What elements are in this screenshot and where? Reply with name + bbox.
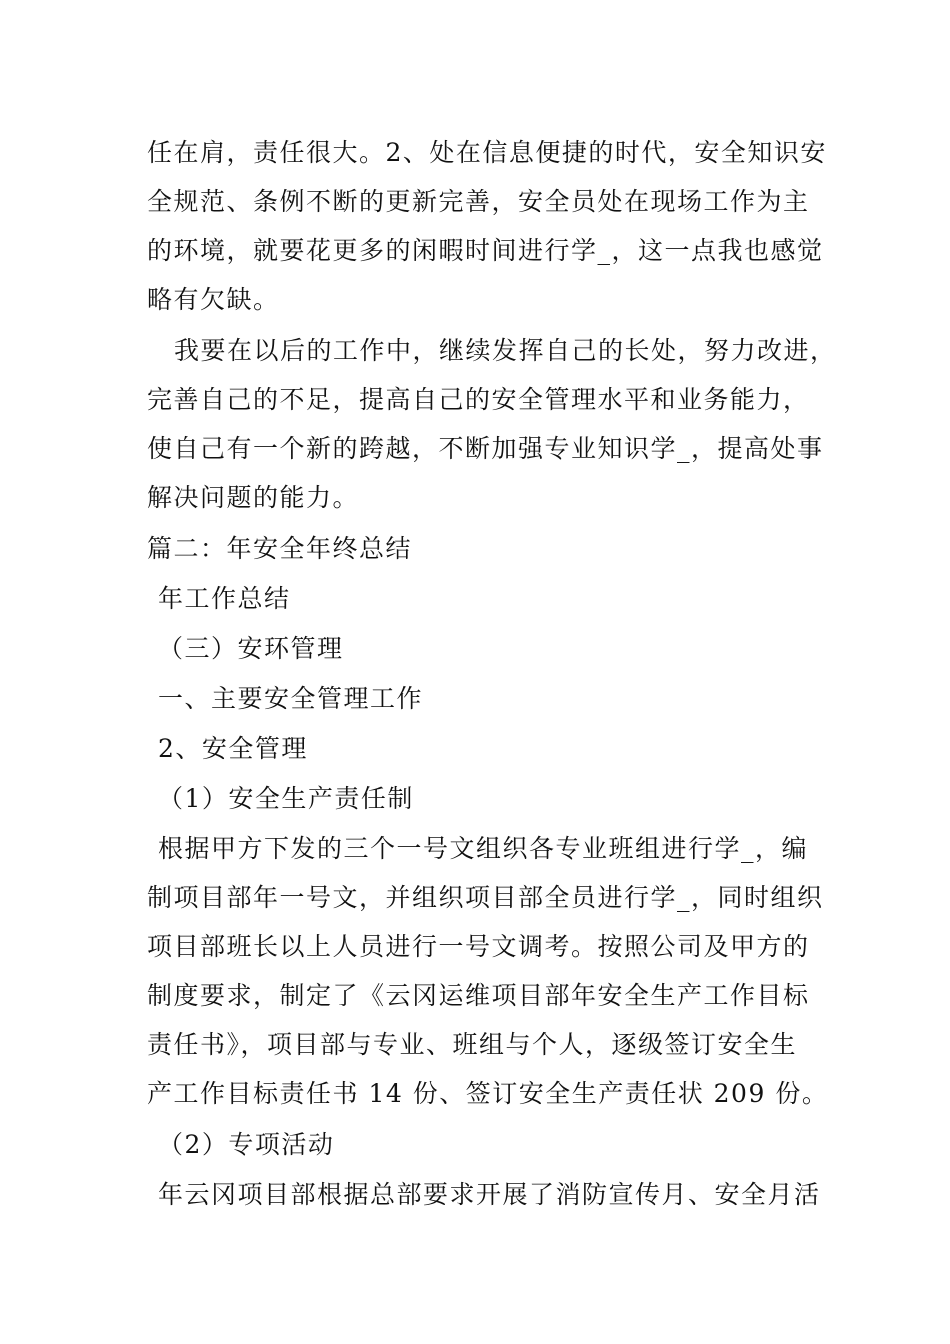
section-heading: 年工作总结 <box>158 584 291 613</box>
paragraph-line: 完善自己的不足，提高自己的安全管理水平和业务能力， <box>147 385 810 414</box>
paragraph-line: 使自己有一个新的跨越，不断加强专业知识学_，提高处事 <box>147 434 824 463</box>
section-heading: 一、主要安全管理工作 <box>158 684 424 713</box>
paragraph-line: 根据甲方下发的三个一号文组织各专业班组进行学_，编 <box>158 834 809 863</box>
section-heading: 2、安全管理 <box>158 734 308 763</box>
paragraph-line: 责任书》，项目部与专业、班组与个人，逐级签订安全生 <box>147 1030 798 1059</box>
paragraph-line: 的环境，就要花更多的闲暇时间进行学_，这一点我也感觉 <box>147 236 824 265</box>
paragraph-line: 全规范、条例不断的更新完善，安全员处在现场工作为主 <box>147 187 810 216</box>
paragraph-line: 年云冈项目部根据总部要求开展了消防宣传月、安全月活 <box>158 1180 821 1209</box>
paragraph-line: 我要在以后的工作中，继续发挥自己的长处，努力改进， <box>174 336 837 365</box>
paragraph-line: 任在肩，责任很大。2、处在信息便捷的时代，安全知识安 <box>147 138 827 167</box>
paragraph-line: 制项目部年一号文，并组织项目部全员进行学_，同时组织 <box>147 883 824 912</box>
paragraph-line: 制度要求，制定了《云冈运维项目部年安全生产工作目标 <box>147 981 810 1010</box>
paragraph-line: 产工作目标责任书 14 份、签订安全生产责任状 209 份。 <box>147 1079 829 1108</box>
section-heading: （2）专项活动 <box>158 1130 335 1159</box>
section-heading: 篇二：年安全年终总结 <box>147 534 413 563</box>
section-heading: （三）安环管理 <box>158 634 344 663</box>
paragraph-line: 略有欠缺。 <box>147 285 280 314</box>
paragraph-line: 解决问题的能力。 <box>147 483 360 512</box>
paragraph-line: 项目部班长以上人员进行一号文调考。按照公司及甲方的 <box>147 932 810 961</box>
section-heading: （1）安全生产责任制 <box>158 784 414 813</box>
